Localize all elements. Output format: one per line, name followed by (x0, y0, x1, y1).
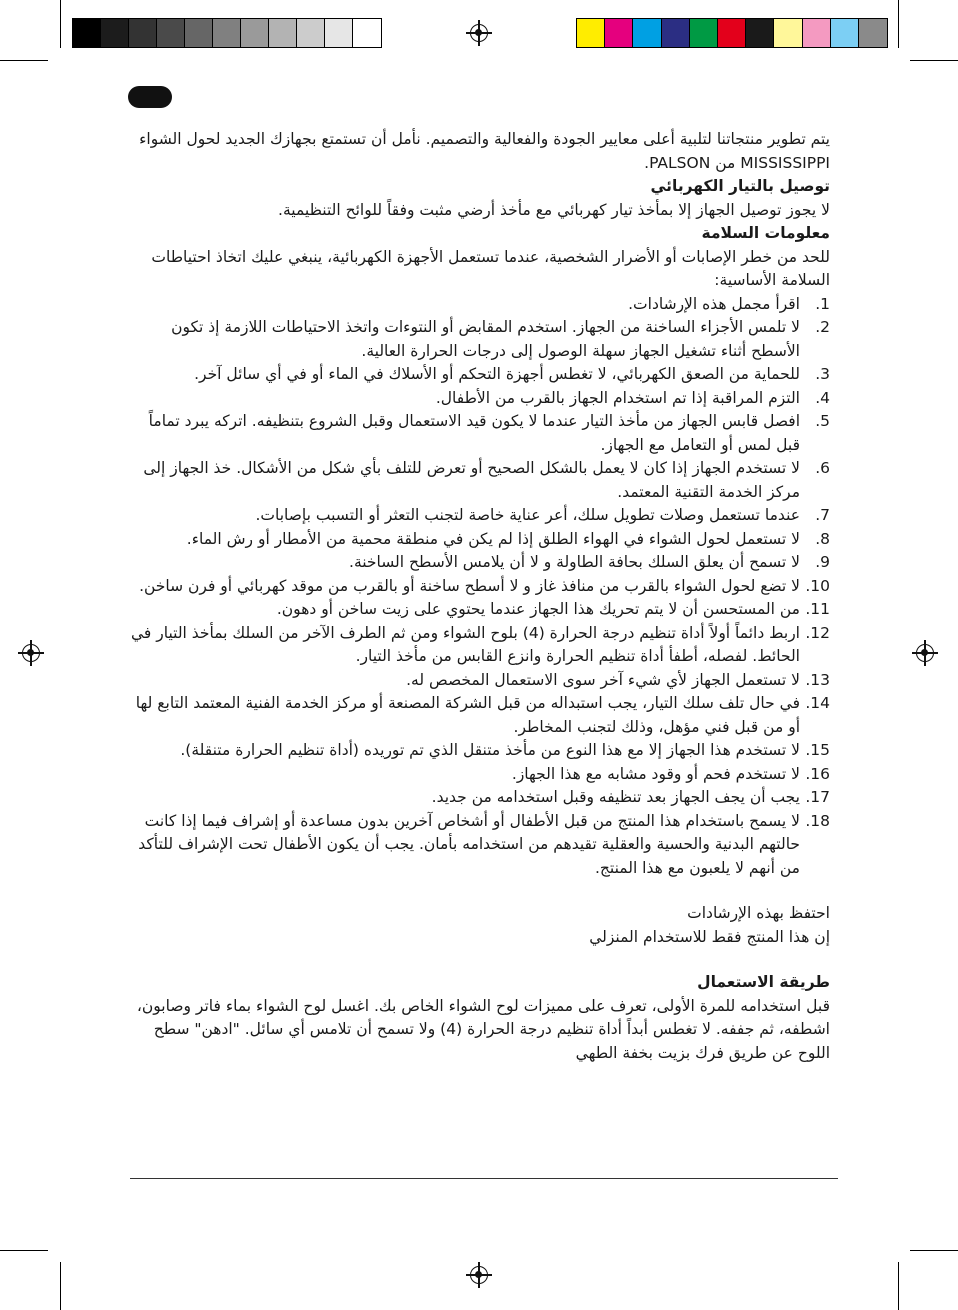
registration-mark-icon (470, 1266, 488, 1284)
safety-item-number: 8. (815, 529, 830, 548)
connection-heading: توصيل بالتيار الكهربائي (650, 177, 830, 195)
keep-instructions-line: احتفظ بهذه الإرشادات (687, 904, 830, 922)
safety-item-number: 10. (805, 576, 830, 595)
safety-item-number: 3. (815, 365, 830, 383)
color-swatch (605, 19, 633, 47)
color-swatch (831, 19, 859, 47)
safety-item-text: لا تسمح أن يعلق السلك بحافة الطاولة و لا أن يلامس الأسطح الساخنة. (349, 553, 800, 571)
safety-intro: للحد من خطر الإصابات أو الأضرار الشخصية، عندما تستعمل الأجهزة الكهربائية، ينبغي عليك اتخاذ احتياطات السلامة الأساسية: (151, 247, 830, 289)
safety-item-number: 13. (805, 670, 830, 689)
document-body (130, 128, 830, 1065)
crop-mark (60, 0, 61, 48)
safety-item (130, 810, 830, 881)
color-swatch (185, 19, 213, 47)
safety-item (130, 410, 830, 457)
safety-item-text: اربط دائماً أولاً أداة تنظيم درجة الحرارة (4) بلوح الشواء ومن ثم الطرف الآخر من السلك بمأخذ التيار في الحائط. لفصله، أطفأ أداة تنظيم الحرارة وانزع القابس من مأخذ التيار. (131, 623, 800, 665)
color-swatch (690, 19, 718, 47)
safety-item (130, 598, 830, 622)
color-swatch (325, 19, 353, 47)
registration-mark-icon (22, 644, 40, 662)
safety-item-text: عندما تستعمل وصلات تطويل سلك، أعر عناية خاصة لتجنب التعثر أو التسبب بإصابات. (255, 506, 800, 524)
safety-item-text: لا تستعمل الجهاز لأي شيء آخر سوى الاستعمال المخصص له. (406, 670, 800, 689)
color-swatch (297, 19, 325, 47)
safety-item (130, 363, 830, 387)
safety-item-number: 5. (815, 412, 830, 430)
usage-text: قبل استخدامه للمرة الأولى، تعرف على مميزات لوح الشواء الخاص بك. اغسل لوح الشواء بماء فاتر وصابون، اشطفه، ثم جففه. لا تغطس أبداً أداة تنظيم درجة الحرارة (4) ولا تسمح أن تلامس أي سائل. "ادهن" سطح اللوح عن طريق فرك بزيت بخفة الطهي (136, 996, 830, 1062)
safety-item-text: افصل قابس الجهاز من مأخذ التيار عندما لا يكون قيد الاستعمال وقبل الشروع بتنظيفه. اتركه يبرد تماماً قبل لمس أو التعامل مع الجهاز. (148, 412, 800, 454)
color-swatch (718, 19, 746, 47)
safety-item-text: لا تضع لحول الشواء بالقرب من منافذ غاز و لا أسطح ساخنة أو بالقرب من موقد كهربائي أو فرن ساخن. (139, 576, 800, 595)
safety-item (130, 387, 830, 411)
safety-item (130, 692, 830, 739)
safety-item-text: التزم المراقبة إذا تم استخدام الجهاز بالقرب من الأطفال. (435, 388, 800, 407)
language-badge (128, 86, 172, 108)
safety-item-text: من المستحسن أن لا يتم تحريك هذا الجهاز عندما يحتوي على زيت ساخن أو دهون. (276, 600, 800, 618)
color-swatch (241, 19, 269, 47)
color-swatch (662, 19, 690, 47)
intro-paragraph: يتم تطوير منتجاتنا لتلبية أعلى معايير الجودة والفعالية والتصميم. نأمل أن تستمتع بجهازك الجديد لحول الشواء MISSISSIPPI من PALSON. (139, 130, 830, 172)
household-use-line: إن هذا المنتج فقط للاستخدام المنزلي (589, 927, 830, 946)
safety-item (130, 528, 830, 552)
safety-item-text: لا تلمس الأجزاء الساخنة من الجهاز. استخدم المقابض أو النتوءات واتخذ الاحتياطات اللازمة إذ تكون الأسطح أثناء تشغيل الجهاز سهلة الوصول إلى درجات الحرارة العالية. (171, 318, 800, 360)
color-swatch (213, 19, 241, 47)
crop-mark (0, 60, 48, 61)
crop-mark (898, 0, 899, 48)
safety-item (130, 551, 830, 575)
safety-list (130, 293, 830, 881)
safety-item-text: لا تستخدم فحم أو وقود مشابه مع هذا الجهاز. (511, 764, 800, 783)
footer-divider (130, 1178, 838, 1179)
process-color-bar (576, 18, 888, 48)
usage-heading: طريقة الاستعمال (697, 973, 830, 991)
color-swatch (633, 19, 661, 47)
safety-item-number: 16. (805, 764, 830, 783)
registration-mark-icon (470, 24, 488, 42)
safety-heading: معلومات السلامة (701, 224, 830, 242)
safety-item (130, 786, 830, 810)
grayscale-color-bar (72, 18, 382, 48)
color-swatch (353, 19, 381, 47)
color-swatch (746, 19, 774, 47)
safety-item-number: 4. (815, 388, 830, 407)
safety-item-number: 11. (805, 600, 830, 618)
safety-item-number: 6. (815, 459, 830, 477)
safety-item (130, 316, 830, 363)
registration-mark-icon (916, 644, 934, 662)
color-swatch (577, 19, 605, 47)
safety-item (130, 457, 830, 504)
color-swatch (101, 19, 129, 47)
safety-item-text: في حال تلف سلك التيار، يجب استبداله من قبل الشركة المصنعة أو مركز الخدمة الفنية المعتمد التابع لها أو من قبل فني مؤهل، وذلك لتجنب المخاطر. (135, 694, 800, 736)
safety-item (130, 504, 830, 528)
safety-item-number: 17. (805, 788, 830, 806)
crop-mark (0, 1250, 48, 1251)
safety-item-number: 9. (815, 553, 830, 571)
safety-item-number: 7. (815, 506, 830, 524)
safety-item (130, 739, 830, 763)
safety-item-text: لا تستخدم هذا الجهاز إلا مع هذا النوع من مأخذ متنقل الذي تم توريده (أداة تنظيم الحرارة متنقلة). (180, 741, 800, 759)
safety-item-text: لا تستخدم الجهاز إذا كان لا يعمل بالشكل الصحيح أو تعرض للتلف بأي شكل من الأشكال. خذ الجهاز إلى مركز الخدمة التقنية المعتمد. (143, 459, 800, 501)
safety-item-text: اقرأ مجمل هذه الإرشادات. (628, 294, 800, 313)
safety-item (130, 763, 830, 787)
color-swatch (129, 19, 157, 47)
safety-item-number: 14. (805, 694, 830, 712)
safety-item-text: للحماية من الصعق الكهربائي، لا تغطس أجهزة التحكم أو الأسلاك في الماء أو في أي سائل آخر. (194, 365, 800, 383)
safety-item (130, 669, 830, 693)
color-swatch (774, 19, 802, 47)
safety-item-text: يجب أن يجف الجهاز بعد تنظيفه وقبل استخدامه من جديد. (431, 788, 800, 806)
crop-mark (898, 1262, 899, 1310)
safety-item-number: 12. (805, 623, 830, 642)
connection-text: لا يجوز توصيل الجهاز إلا بمأخذ تيار كهربائي مع مأخذ أرضي مثبت وفقاً للوائح التنظيمية. (278, 200, 830, 219)
safety-item-text: لا تستعمل لحول الشواء في الهواء الطلق إذا لم يكن في منطقة محمية من الأمطار أو رش الماء. (186, 529, 800, 548)
color-swatch (803, 19, 831, 47)
safety-item (130, 575, 830, 599)
color-swatch (269, 19, 297, 47)
crop-mark (910, 1250, 958, 1251)
safety-item (130, 293, 830, 317)
safety-item (130, 622, 830, 669)
safety-item-number: 1. (815, 294, 830, 313)
crop-mark (60, 1262, 61, 1310)
safety-item-number: 15. (805, 741, 830, 759)
color-swatch (73, 19, 101, 47)
color-swatch (859, 19, 887, 47)
safety-item-text: لا يسمح باستخدام هذا المنتج من قبل الأطفال أو أشخاص آخرين بدون مساعدة أو إشراف فيما إذا كانت حالتهم البدنية والحسية والعقلية تقيدهم من استخدامه بأمان. يجب أن يكون الأطفال تحت الإشراف للتأكد من أنهم لا يلعبون مع هذا المنتج. (138, 811, 800, 877)
crop-mark (910, 60, 958, 61)
color-swatch (157, 19, 185, 47)
safety-item-number: 2. (815, 318, 830, 336)
safety-item-number: 18. (805, 811, 830, 830)
